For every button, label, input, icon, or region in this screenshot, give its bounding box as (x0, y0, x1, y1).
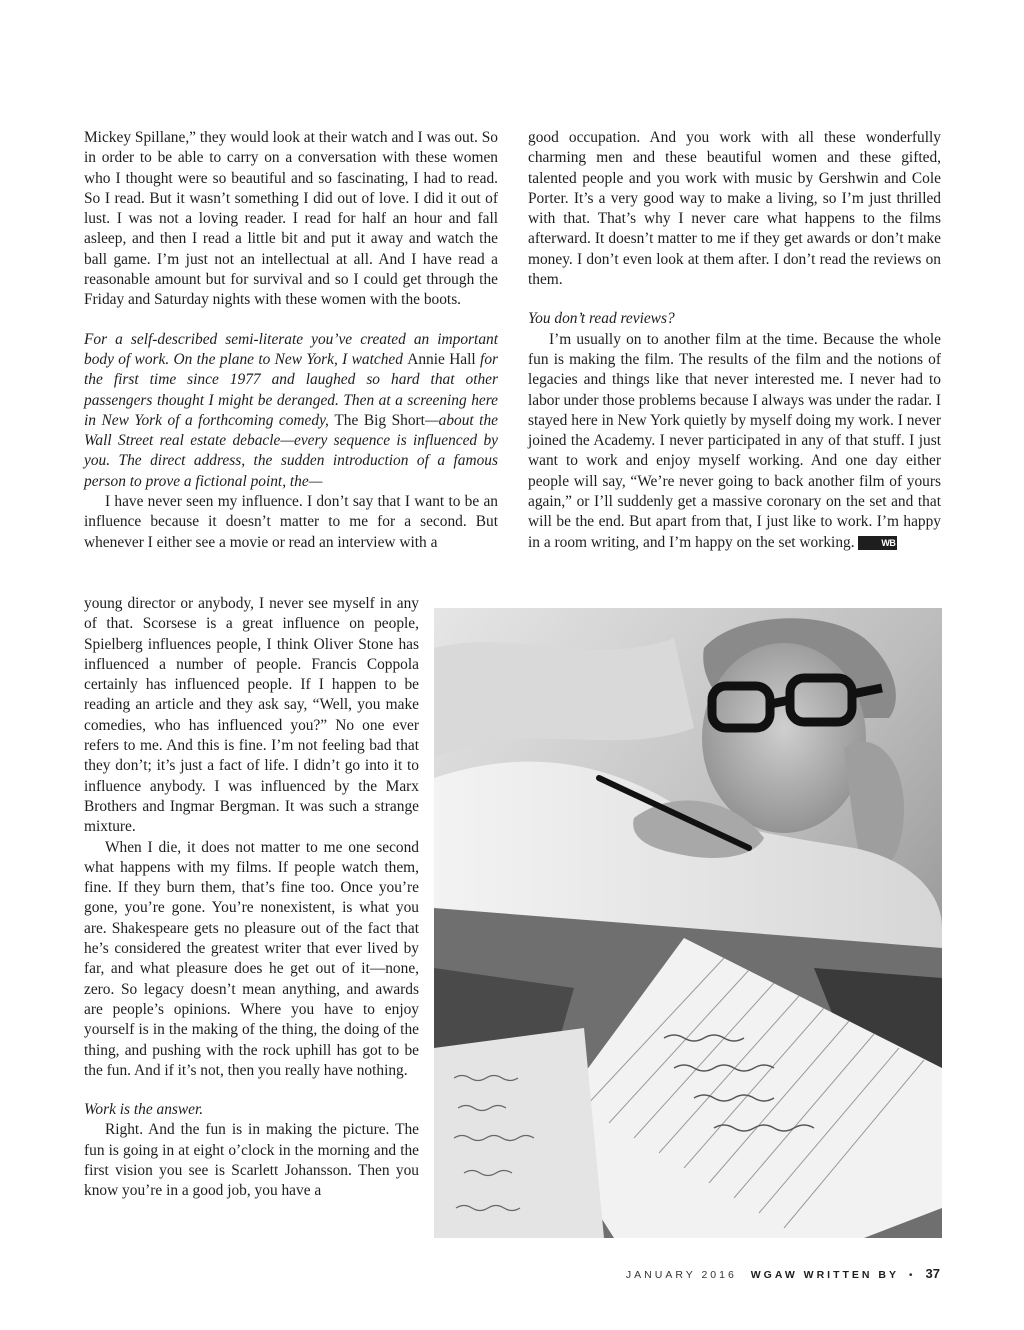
question-paragraph: Work is the answer. (84, 1101, 204, 1119)
left-narrow-column (84, 594, 419, 1202)
end-mark-logo: WB (858, 536, 897, 550)
film-title: Annie Hall (407, 350, 476, 368)
publication-name: WGAW WRITTEN BY (750, 1269, 899, 1281)
answer-paragraph-continued: good occupation. And you work with all these wonderfully charming men and these beautiful women and these gifted, talented people and you work with music by Gershwin and Cole Porter. It’s a very good way to make a living, so I’m just thrilled with that. That’s why I never care what happens to the films afterward. It doesn’t matter to me if they get awards or don’t make money. I don’t even look at them after. I don’t read the reviews on them. (528, 129, 941, 289)
face-shape (702, 643, 866, 833)
answer-paragraph: I have never seen my influence. I don’t say that I want to be an influence because it doesn’t matter to me for a second. But whenever I either see a movie or read an interview with a (84, 493, 498, 551)
answer-paragraph: Right. And the fun is in making the picture. The fun is going in at eight o’clock in the morning and the first vision you see is Scarlett Johansson. Then you know you’re in a good job, you have a (84, 1121, 419, 1200)
paragraph: Mickey Spillane,” they would look at their watch and I was out. So in order to be able to carry on a conversation with these women who I thought were so beautiful and so fascinating, I had to read. So I read. But it wasn’t something I did out of love. I did it out of lust. I was not a loving reader. I read for half an hour and fall asleep, and then I read a little bit and put it away and watch the ball game. I’m just not an intellectual at all. And I have read a reasonable amount but for survival and so I could get through the Friday and Saturday nights with these women with the boots. (84, 129, 498, 309)
loose-paper-shape (434, 1028, 604, 1238)
page-number: 37 (925, 1266, 940, 1281)
answer-paragraph-continued: young director or anybody, I never see myself in any of that. Scorsese is a great influence on people, Spielberg influences people, I think Oliver Stone has influenced a number of people. Francis Coppola certainly has influenced people. If I happen to be reading an article and they ask say, “Well, you make comedies, who has influenced you?” No one ever refers to me. And this is fine. I’m not feeling bad that they don’t; it’s just a fact of life. I didn’t go into it to influence anybody. I was influenced by the Marx Brothers and Ingmar Bergman. It was such a strange mixture. (84, 595, 419, 836)
page-footer (626, 1266, 940, 1281)
answer-paragraph: I’m usually on to another film at the time. Because the whole fun is making the film. The results of the film and the notions of legacies and things like that never interested me. I never had to labor under those problems because I always was under the radar. I stayed here in New York quietly by myself doing my work. I never joined the Academy. I never participated in any of that stuff. I just want to work and enjoy myself working. And one day either people will say, “We’re never going to back another film of yours again,” or I’ll suddenly get a massive coronary on the set and that will be the end. But apart from that, I just like to work. I’m happy in a room writing, and I’m happy on the set working. WB (528, 330, 941, 551)
question-paragraph: You don’t read reviews? (528, 310, 675, 328)
question-paragraph: For a self-described semi-literate you’ve created an important body of work. On the plane to New York, I watched Annie Hall for the first time since 1977 and laughed so hard that other passengers thought I might be deranged. Then at a screening here in New York of a forthcoming comedy, The Big Short—about the Wall Street real estate debacle—every sequence is influenced by you. The direct address, the sudden introduction of a famous person to prove a fictional point, the— (84, 330, 498, 490)
right-column (528, 128, 941, 553)
left-column (84, 128, 498, 553)
portrait-photo (434, 608, 942, 1238)
footer-bullet: • (908, 1269, 916, 1281)
film-title: The Big Short (334, 411, 425, 429)
issue-date: JANUARY 2016 (625, 1269, 737, 1281)
photo-illustration (434, 608, 942, 1238)
answer-paragraph: When I die, it does not matter to me one second what happens with my films. If people watch them, fine. If they burn them, that’s fine too. Once you’re gone, you’re gone. You’re nonexistent, is what you are. Shakespeare gets no pleasure out of the fact that he’s considered the greatest writer that ever lived by far, and what pleasure does he get out of it—none, zero. So legacy doesn’t mean anything, and awards are people’s opinions. Where you have to enjoy yourself is in the making of the thing, the doing of the thing, and pushing with the rock uphill has got to be the fun. And if it’s not, then you really have nothing. (84, 838, 419, 1079)
